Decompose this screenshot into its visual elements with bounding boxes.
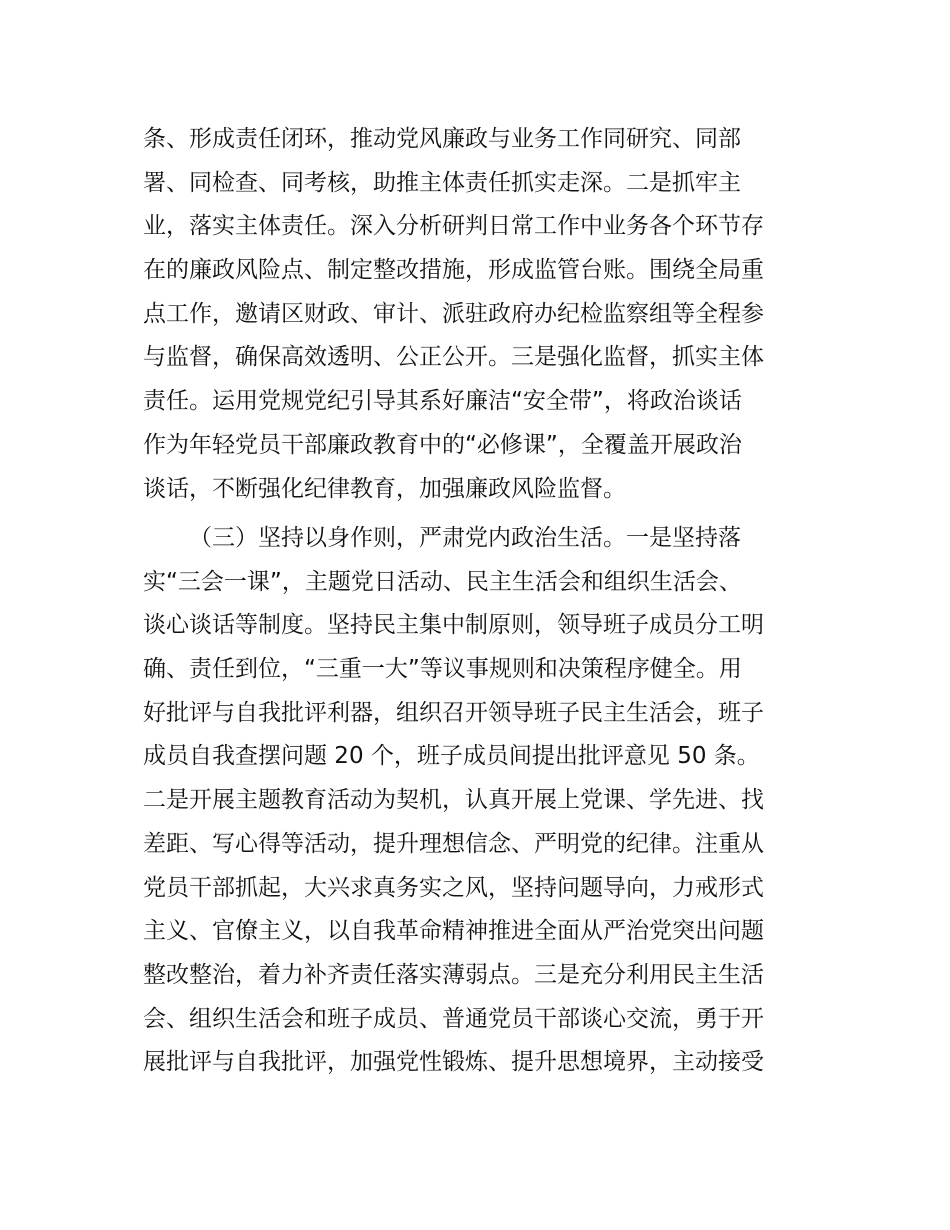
text-line: 责任。运用党规党纪引导其系好廉洁“安全带”，将政治谈话 [143, 388, 742, 415]
text-line: 好批评与自我批评利器，组织召开领导班子民主生活会，班子 [143, 699, 764, 726]
text-line: 二是开展主题教育活动为契机，认真开展上党课、学先进、找 [143, 787, 764, 814]
text-line: 成员自我查摆问题 20 个，班子成员间提出批评意见 50 条。 [143, 743, 760, 770]
text-line: 会、组织生活会和班子成员、普通党员干部谈心交流，勇于开 [143, 1005, 764, 1032]
text-line: 党员干部抓起，大兴求真务实之风，坚持问题导向，力戒形式 [143, 874, 764, 901]
text-line: 确、责任到位，“三重一大”等议事规则和决策程序健全。用 [143, 656, 742, 683]
text-line: 主义、官僚主义，以自我革命精神推进全面从严治党突出问题 [143, 918, 764, 945]
text-line: 在的廉政风险点、制定整改措施，形成监管台账。围绕全局重 [143, 257, 764, 284]
text-line: 作为年轻党员干部廉政教育中的“必修课”，全覆盖开展政治 [143, 431, 742, 458]
text-line: 署、同检查、同考核，助推主体责任抓实走深。二是抓牢主 [143, 169, 741, 196]
paragraph-continued [143, 118, 811, 511]
text-line: 实“三会一课”，主题党日活动、民主生活会和组织生活会、 [143, 568, 742, 595]
text-line: 整改整治，着力补齐责任落实薄弱点。三是充分利用民主生活 [143, 961, 764, 988]
text-line: 差距、写心得等活动，提升理想信念、严明党的纪律。注重从 [143, 830, 764, 857]
text-line: 点工作，邀请区财政、审计、派驻政府办纪检监察组等全程参 [143, 300, 764, 327]
text-line: 谈话，不断强化纪律教育，加强廉政风险监督。 [143, 475, 626, 502]
text-line: 业，落实主体责任。深入分析研判日常工作中业务各个环节存 [143, 213, 764, 240]
text-line: 条、形成责任闭环，推动党风廉政与业务工作同研究、同部 [143, 126, 741, 152]
text-line: 展批评与自我批评，加强党性锻炼、提升思想境界，主动接受 [143, 1049, 764, 1076]
text-line: 谈心谈话等制度。坚持民主集中制原则，领导班子成员分工明 [143, 612, 764, 639]
paragraph-section-3 [143, 517, 811, 1085]
section-heading-line: （三）坚持以身作则，严肃党内政治生活。一是坚持落 [189, 525, 741, 551]
text-line: 与监督，确保高效透明、公正公开。三是强化监督，抓实主体 [143, 344, 764, 371]
